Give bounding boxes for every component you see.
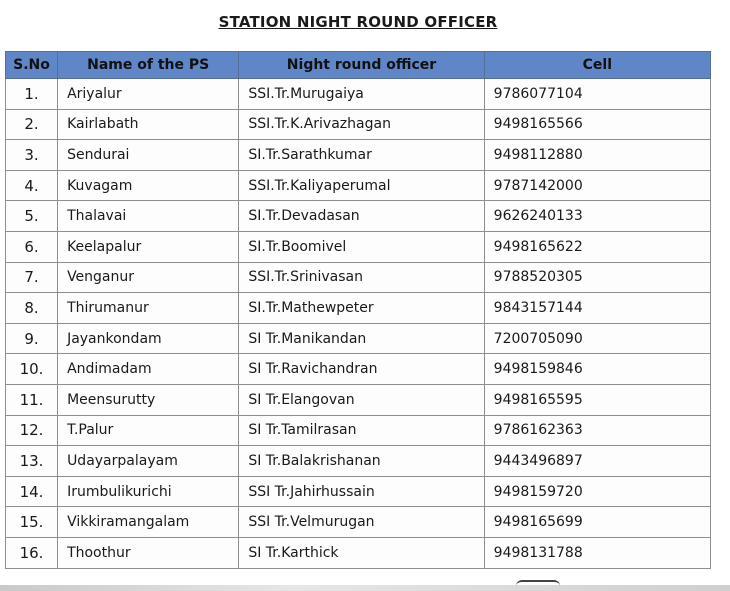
- cell-officer: SI.Tr.Boomivel: [239, 231, 484, 262]
- cell-ps-name: Thirumanur: [58, 293, 239, 324]
- cell-phone: 9498165699: [484, 507, 710, 538]
- cell-ps-name: Ariyalur: [58, 79, 239, 110]
- table-body: [6, 79, 711, 569]
- table-row: [6, 323, 711, 354]
- cell-sno: 3.: [6, 140, 58, 171]
- cell-sno: 16.: [6, 537, 58, 568]
- cell-officer: SI.Tr.Devadasan: [239, 201, 484, 232]
- cell-phone: 9498165622: [484, 231, 710, 262]
- cell-phone: 9787142000: [484, 170, 710, 201]
- cell-sno: 7.: [6, 262, 58, 293]
- cell-officer: SI.Tr.Sarathkumar: [239, 140, 484, 171]
- table-row: [6, 201, 711, 232]
- cell-sno: 8.: [6, 293, 58, 324]
- cell-phone: 9498159846: [484, 354, 710, 385]
- cell-phone: 9786162363: [484, 415, 710, 446]
- document-title: STATION NIGHT ROUND OFFICER: [218, 13, 498, 31]
- table-row: [6, 476, 711, 507]
- cell-sno: 14.: [6, 476, 58, 507]
- cell-sno: 15.: [6, 507, 58, 538]
- table-row: [6, 231, 711, 262]
- cell-sno: 4.: [6, 170, 58, 201]
- cell-phone: 9786077104: [484, 79, 710, 110]
- table-header-row: [6, 52, 711, 79]
- table-row: [6, 109, 711, 140]
- table-row: [6, 354, 711, 385]
- cell-officer: SI Tr.Manikandan: [239, 323, 484, 354]
- bottom-partial-mark: [516, 580, 560, 588]
- cell-phone: 9498165566: [484, 109, 710, 140]
- cell-ps-name: Keelapalur: [58, 231, 239, 262]
- cell-ps-name: Thalavai: [58, 201, 239, 232]
- cell-officer: SSI.Tr.Murugaiya: [239, 79, 484, 110]
- cell-phone: 9443496897: [484, 446, 710, 477]
- table-row: [6, 384, 711, 415]
- cell-ps-name: Irumbulikurichi: [58, 476, 239, 507]
- cell-ps-name: Sendurai: [58, 140, 239, 171]
- cell-ps-name: Vikkiramangalam: [58, 507, 239, 538]
- cell-sno: 6.: [6, 231, 58, 262]
- cell-phone: 9498112880: [484, 140, 710, 171]
- table-row: [6, 170, 711, 201]
- cell-sno: 13.: [6, 446, 58, 477]
- cell-sno: 9.: [6, 323, 58, 354]
- header-cell: Cell: [484, 52, 710, 79]
- cell-officer: SI Tr.Tamilrasan: [239, 415, 484, 446]
- cell-officer: SSI Tr.Velmurugan: [239, 507, 484, 538]
- cell-officer: SSI Tr.Jahirhussain: [239, 476, 484, 507]
- cell-sno: 2.: [6, 109, 58, 140]
- table-row: [6, 507, 711, 538]
- header-officer: Night round officer: [239, 52, 484, 79]
- cell-officer: SI Tr.Balakrishanan: [239, 446, 484, 477]
- cell-officer: SSI.Tr.Srinivasan: [239, 262, 484, 293]
- cell-ps-name: Venganur: [58, 262, 239, 293]
- cell-phone: 9498159720: [484, 476, 710, 507]
- table-row: [6, 79, 711, 110]
- table-row: [6, 537, 711, 568]
- cell-phone: 7200705090: [484, 323, 710, 354]
- cell-sno: 1.: [6, 79, 58, 110]
- cell-sno: 5.: [6, 201, 58, 232]
- header-sno: S.No: [6, 52, 58, 79]
- cell-officer: SSI.Tr.K.Arivazhagan: [239, 109, 484, 140]
- cell-sno: 11.: [6, 384, 58, 415]
- cell-officer: SSI.Tr.Kaliyaperumal: [239, 170, 484, 201]
- cell-sno: 10.: [6, 354, 58, 385]
- cell-phone: 9788520305: [484, 262, 710, 293]
- cell-ps-name: Udayarpalayam: [58, 446, 239, 477]
- table-row: [6, 262, 711, 293]
- cell-sno: 12.: [6, 415, 58, 446]
- cell-officer: SI Tr.Elangovan: [239, 384, 484, 415]
- table-row: [6, 446, 711, 477]
- cell-ps-name: Andimadam: [58, 354, 239, 385]
- cell-officer: SI Tr.Karthick: [239, 537, 484, 568]
- cell-officer: SI Tr.Ravichandran: [239, 354, 484, 385]
- cell-ps-name: T.Palur: [58, 415, 239, 446]
- cell-officer: SI.Tr.Mathewpeter: [239, 293, 484, 324]
- table-row: [6, 415, 711, 446]
- night-round-table: [5, 51, 711, 569]
- cell-ps-name: Jayankondam: [58, 323, 239, 354]
- table-row: [6, 293, 711, 324]
- cell-phone: 9626240133: [484, 201, 710, 232]
- cell-phone: 9498131788: [484, 537, 710, 568]
- cell-ps-name: Kuvagam: [58, 170, 239, 201]
- bottom-edge-strip: [0, 585, 730, 591]
- header-ps-name: Name of the PS: [58, 52, 239, 79]
- table-row: [6, 140, 711, 171]
- cell-ps-name: Kairlabath: [58, 109, 239, 140]
- cell-phone: 9498165595: [484, 384, 710, 415]
- cell-ps-name: Meensurutty: [58, 384, 239, 415]
- cell-ps-name: Thoothur: [58, 537, 239, 568]
- cell-phone: 9843157144: [484, 293, 710, 324]
